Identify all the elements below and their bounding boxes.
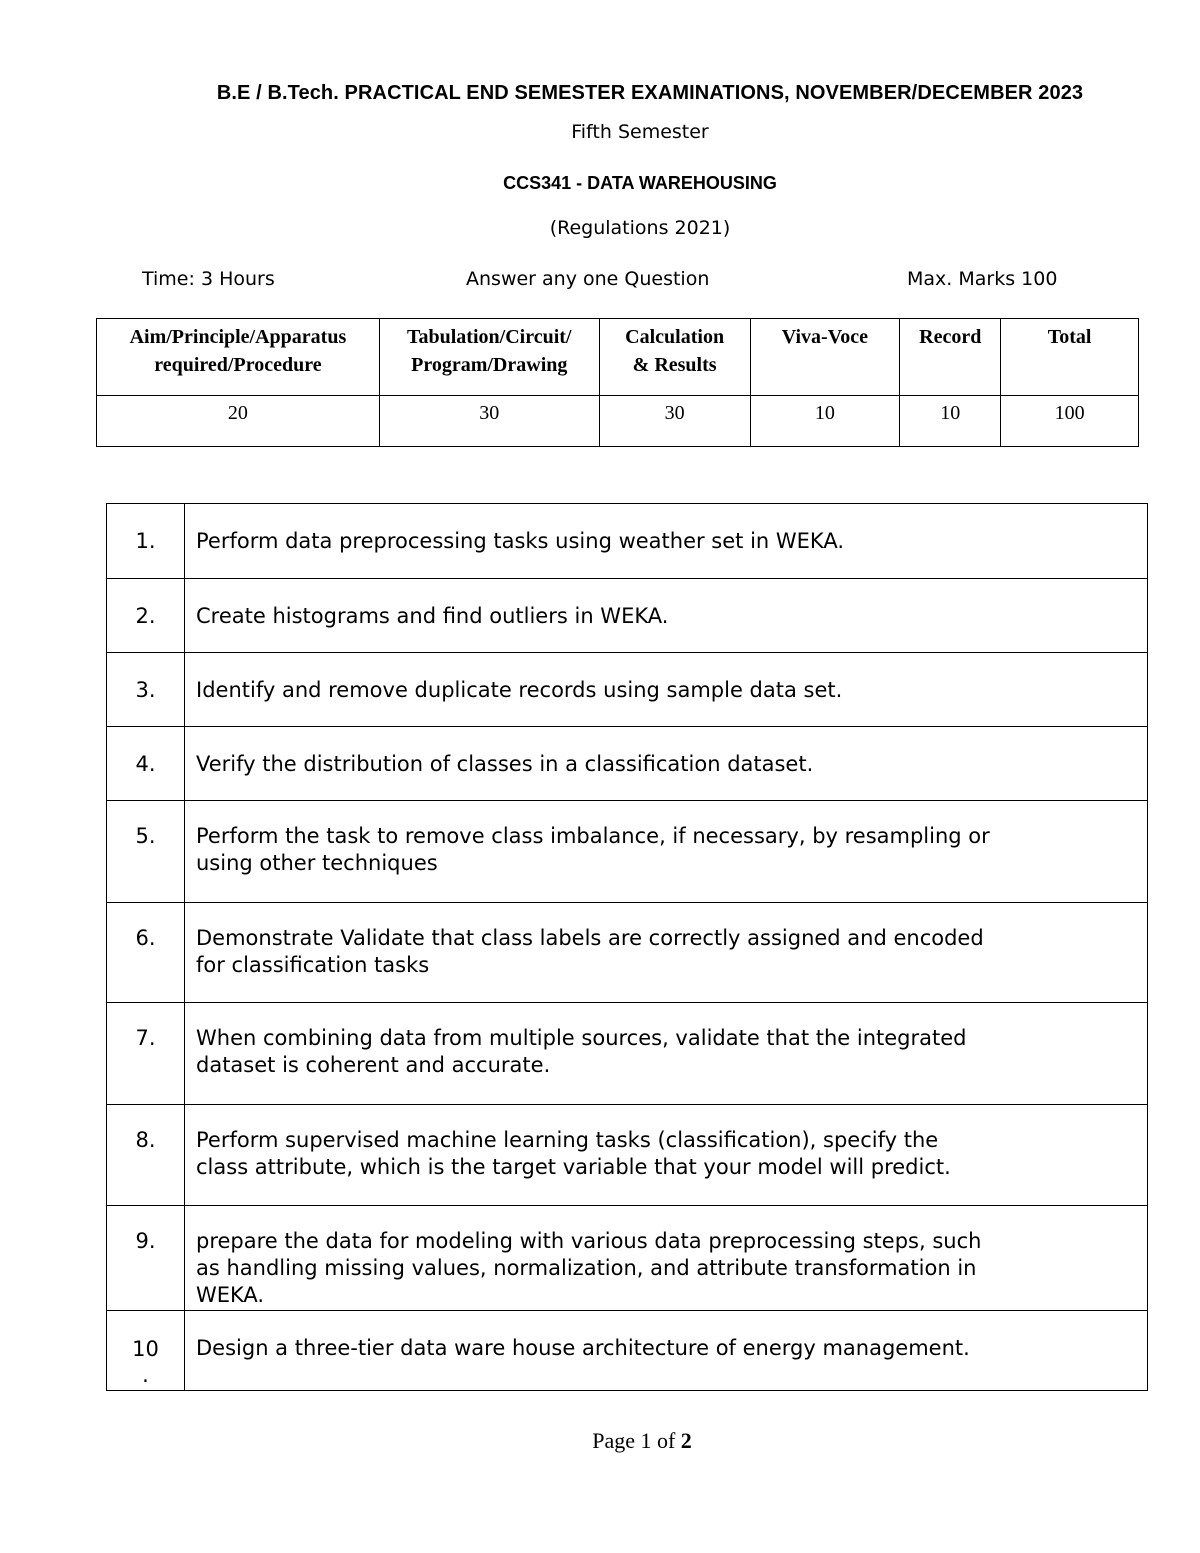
page-footer [0, 1428, 1200, 1454]
question-number: 10 . [107, 1311, 185, 1391]
marks-header-cell: Calculation & Results [599, 319, 750, 396]
question-number: 8. [107, 1105, 185, 1206]
question-number: 7. [107, 1003, 185, 1105]
max-marks: Max. Marks 100 [907, 268, 1058, 290]
question-text: Create histograms and find outliers in WEKA. [185, 579, 1148, 653]
marks-header-cell: Total [1001, 319, 1139, 396]
page-total: 2 [680, 1428, 692, 1453]
marks-header-cell: Record [900, 319, 1001, 396]
question-number: 9. [107, 1206, 185, 1311]
subject-title: CCS341 - DATA WAREHOUSING [503, 173, 777, 193]
marks-value-cell: 100 [1001, 396, 1139, 447]
question-number: 2. [107, 579, 185, 653]
question-number: 1. [107, 504, 185, 579]
question-row [107, 1105, 1148, 1206]
question-number: 3. [107, 653, 185, 727]
questions-table [106, 503, 1148, 1391]
exam-duration: Time: 3 Hours [142, 268, 275, 290]
marks-header-row [97, 319, 1139, 396]
question-row [107, 1311, 1148, 1391]
regulations-label: (Regulations 2021) [549, 217, 731, 239]
question-number: 5. [107, 801, 185, 903]
question-text: Perform the task to remove class imbalance, if necessary, by resampling or using other techniques [185, 801, 1148, 903]
question-row [107, 801, 1148, 903]
question-text: Identify and remove duplicate records using sample data set. [185, 653, 1148, 727]
question-row [107, 653, 1148, 727]
semester-label: Fifth Semester [571, 121, 709, 143]
question-text: prepare the data for modeling with various data preprocessing steps, such as handling missing values, normalization, and attribute transformation in WEKA. [185, 1206, 1148, 1311]
question-row [107, 579, 1148, 653]
exam-title: B.E / B.Tech. PRACTICAL END SEMESTER EXAMINATIONS, NOVEMBER/DECEMBER 2023 [216, 82, 1084, 104]
question-row [107, 1206, 1148, 1311]
marks-header-cell: Aim/Principle/Apparatus required/Procedure [97, 319, 380, 396]
marks-value-cell: 10 [750, 396, 900, 447]
marks-value-cell: 20 [97, 396, 380, 447]
question-text: Verify the distribution of classes in a classification dataset. [185, 727, 1148, 801]
question-text: Perform data preprocessing tasks using weather set in WEKA. [185, 504, 1148, 579]
marks-distribution-table [96, 318, 1139, 447]
marks-header-cell: Tabulation/Circuit/ Program/Drawing [379, 319, 599, 396]
question-row [107, 504, 1148, 579]
question-number: 6. [107, 903, 185, 1003]
question-row [107, 1003, 1148, 1105]
page-indicator: Page 1 of [592, 1428, 681, 1453]
question-text: Perform supervised machine learning tasks (classification), specify the class attribute, which is the target variable that your model will predict. [185, 1105, 1148, 1206]
marks-value-cell: 30 [599, 396, 750, 447]
question-text: Demonstrate Validate that class labels are correctly assigned and encoded for classification tasks [185, 903, 1148, 1003]
question-text: When combining data from multiple sources, validate that the integrated dataset is coherent and accurate. [185, 1003, 1148, 1105]
question-row [107, 727, 1148, 801]
marks-header-cell: Viva-Voce [750, 319, 900, 396]
question-text: Design a three-tier data ware house architecture of energy management. [185, 1311, 1148, 1391]
marks-value-row [97, 396, 1139, 447]
exam-instruction: Answer any one Question [466, 268, 710, 290]
marks-value-cell: 10 [900, 396, 1001, 447]
question-number: 4. [107, 727, 185, 801]
question-row [107, 903, 1148, 1003]
marks-value-cell: 30 [379, 396, 599, 447]
